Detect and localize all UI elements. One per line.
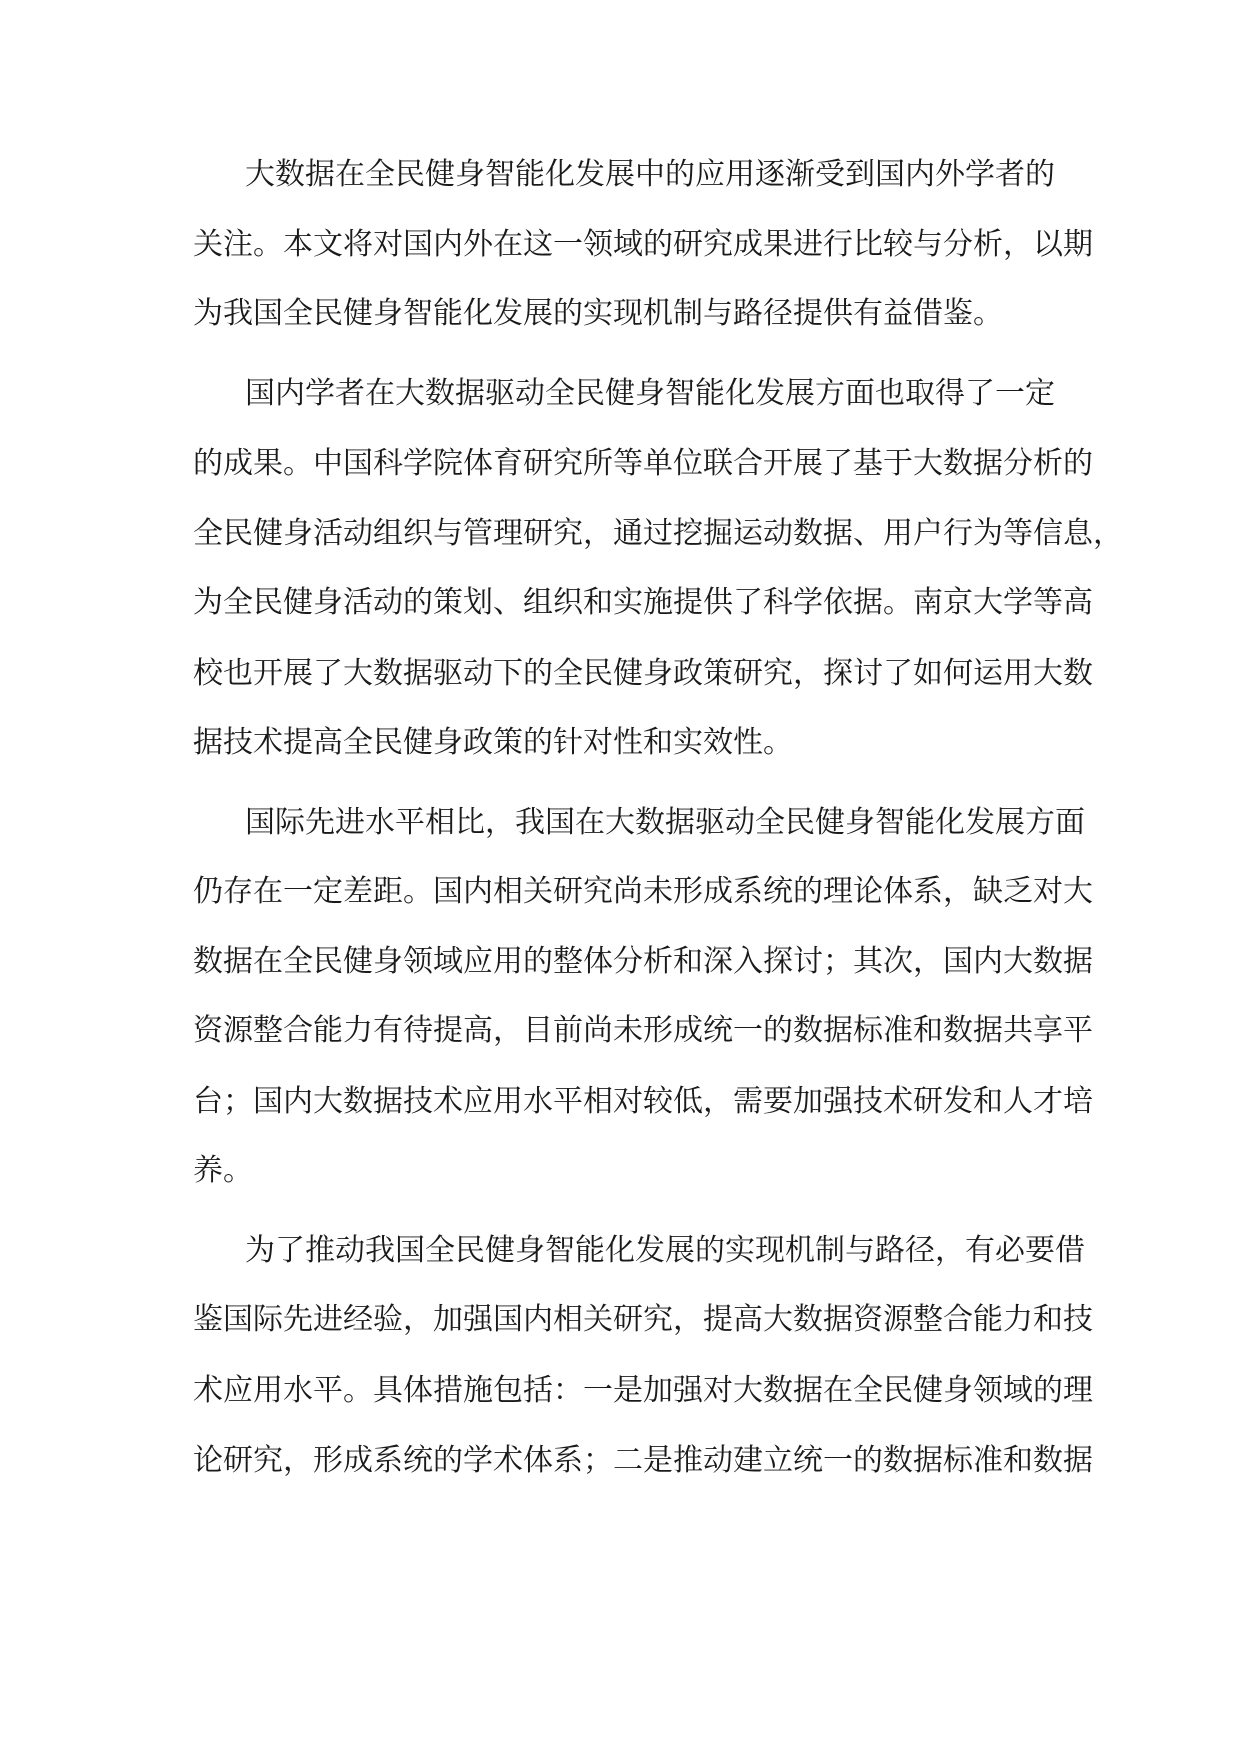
paragraph-2-line-6: 据技术提高全民健身政策的针对性和实效性。 [193,725,793,760]
paragraph-3-line-6: 养。 [193,1153,253,1188]
paragraph-1-line-3: 为我国全民健身智能化发展的实现机制与路径提供有益借鉴。 [193,296,1003,331]
paragraph-2-line-2: 的成果。中国科学院体育研究所等单位联合开展了基于大数据分析的 [193,446,1093,481]
paragraph-3-line-4: 资源整合能力有待提高，目前尚未形成统一的数据标准和数据共享平 [193,1013,1093,1048]
paragraph-3-line-3: 数据在全民健身领域应用的整体分析和深入探讨；其次，国内大数据 [193,944,1093,979]
paragraph-4-line-2: 鉴国际先进经验，加强国内相关研究，提高大数据资源整合能力和技 [193,1302,1093,1337]
paragraph-2-line-1: 国内学者在大数据驱动全民健身智能化发展方面也取得了一定 [245,376,1055,411]
paragraph-2-line-3: 全民健身活动组织与管理研究，通过挖掘运动数据、用户行为等信息， [193,516,1123,551]
paragraph-2-line-5: 校也开展了大数据驱动下的全民健身政策研究，探讨了如何运用大数 [193,656,1093,691]
paragraph-4-line-3: 术应用水平。具体措施包括：一是加强对大数据在全民健身领域的理 [193,1373,1093,1408]
paragraph-4-line-1: 为了推动我国全民健身智能化发展的实现机制与路径，有必要借 [245,1233,1085,1268]
paragraph-1-line-2: 关注。本文将对国内外在这一领域的研究成果进行比较与分析，以期 [193,227,1093,262]
paragraph-4-line-4: 论研究，形成系统的学术体系；二是推动建立统一的数据标准和数据 [193,1443,1093,1478]
paragraph-1-line-1: 大数据在全民健身智能化发展中的应用逐渐受到国内外学者的 [245,157,1055,192]
paragraph-2-line-4: 为全民健身活动的策划、组织和实施提供了科学依据。南京大学等高 [193,585,1093,620]
paragraph-3-line-1: 国际先进水平相比，我国在大数据驱动全民健身智能化发展方面 [245,805,1085,840]
paragraph-3-line-2: 仍存在一定差距。国内相关研究尚未形成系统的理论体系，缺乏对大 [193,874,1093,909]
paragraph-3-line-5: 台；国内大数据技术应用水平相对较低，需要加强技术研发和人才培 [193,1084,1093,1119]
